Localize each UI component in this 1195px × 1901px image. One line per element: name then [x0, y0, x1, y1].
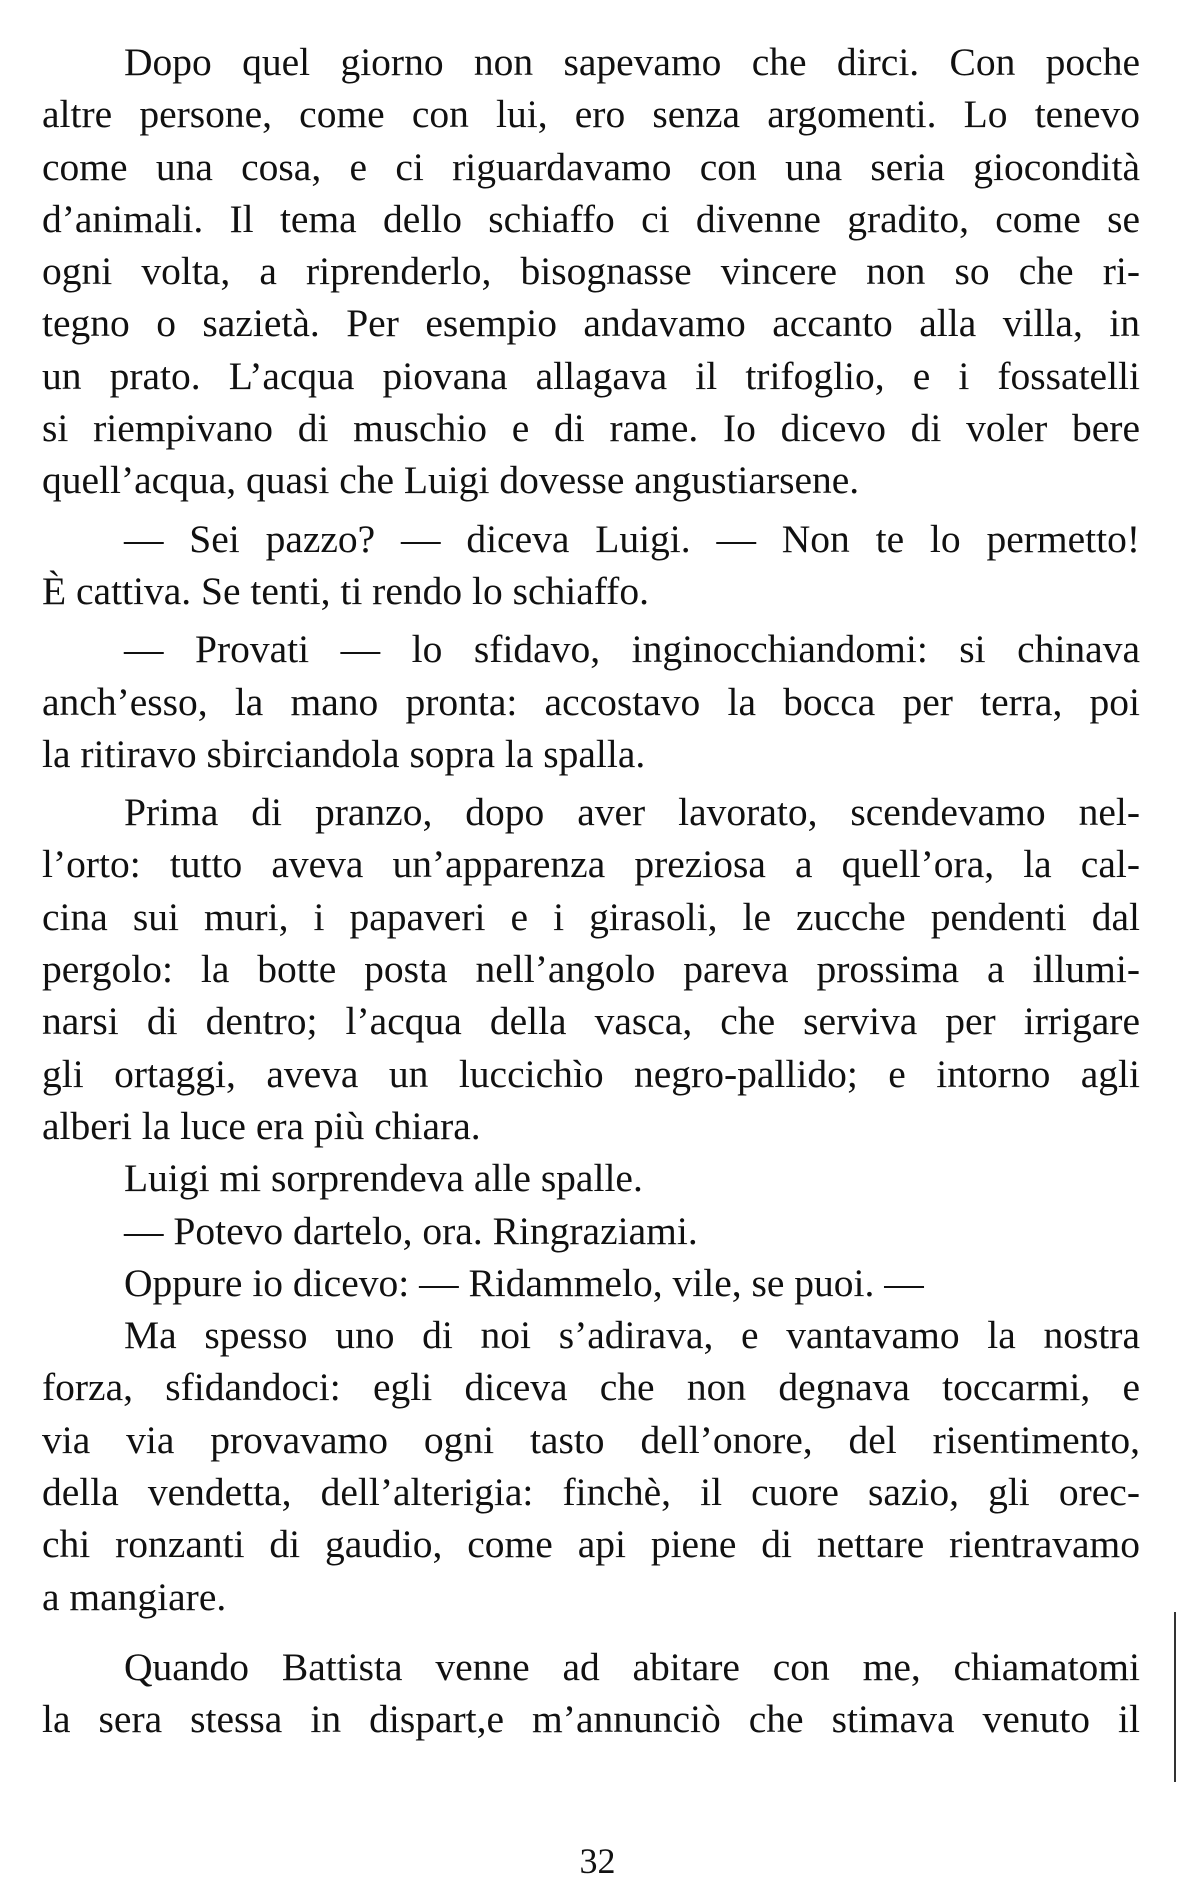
text-line: la ritiravo sbirciandola sopra la spalla.: [42, 731, 646, 776]
text-line: — Sei pazzo? — diceva Luigi. — Non te lo permetto!: [124, 516, 1140, 561]
text-line: Dopo quel giorno non sapevamo che dirci. Con poche: [124, 40, 1140, 84]
text-line: della vendetta, dell’alterigia: finchè, il cuore sazio, gli orec-: [42, 1470, 1140, 1515]
text-line: Quando Battista venne ad abitare con me, chiamatomi: [124, 1644, 1140, 1689]
paragraph-7: [42, 1257, 1140, 1309]
text-line: Oppure io dicevo: — Ridammelo, vile, se puoi. —: [124, 1260, 924, 1305]
text-line: Luigi mi sorprendeva alle spalle.: [124, 1156, 643, 1201]
paragraph-3: [42, 623, 1140, 780]
text-line: alberi la luce era più chiara.: [42, 1103, 481, 1148]
text-line: si riempivano di muschio e di rame. Io dicevo di voler bere: [42, 406, 1140, 451]
text-line: l’orto: tutto aveva un’apparenza preziosa a quell’ora, la cal-: [42, 842, 1140, 887]
paragraph-4: [42, 786, 1140, 1152]
paragraph-5: [42, 1152, 1140, 1204]
paragraph-9: [42, 1641, 1140, 1746]
text-line: È cattiva. Se tenti, ti rendo lo schiaffo.: [42, 568, 649, 613]
text-line: ogni volta, a riprenderlo, bisognasse vincere non so che ri-: [42, 249, 1140, 294]
text-line: a mangiare.: [42, 1574, 227, 1619]
page-number: 32: [579, 1841, 616, 1881]
text-line: cina sui muri, i papaveri e i girasoli, le zucche pendenti dal: [42, 894, 1140, 939]
text-line: come una cosa, e ci riguardavamo con una seria giocondità: [42, 144, 1140, 189]
paragraph-2: [42, 513, 1140, 618]
text-line: anch’esso, la mano pronta: accostavo la bocca per terra, poi: [42, 679, 1140, 724]
text-line: pergolo: la botte posta nell’angolo pareva prossima a illumi-: [42, 947, 1140, 992]
text-line: tegno o sazietà. Per esempio andavamo accanto alla villa, in: [42, 301, 1140, 346]
paragraph-6: [42, 1205, 1140, 1257]
text-line: Prima di pranzo, dopo aver lavorato, scendevamo nel-: [124, 790, 1140, 835]
text-line: gli ortaggi, aveva un luccichìo negro-pallido; e intorno agli: [42, 1051, 1140, 1096]
margin-rule: [1174, 1612, 1176, 1782]
text-line: d’animali. Il tema dello schiaffo ci divenne gradito, come se: [42, 196, 1140, 241]
paragraph-8: [42, 1309, 1140, 1623]
text-line: — Potevo dartelo, ora. Ringraziami.: [124, 1208, 698, 1253]
text-line: chi ronzanti di gaudio, come api piene di nettare rientravamo: [42, 1522, 1140, 1567]
paragraph-1: [42, 36, 1140, 507]
text-line: Ma spesso uno di noi s’adirava, e vantavamo la nostra: [124, 1313, 1140, 1358]
page-body: [42, 36, 1140, 1746]
text-line: quell’acqua, quasi che Luigi dovesse angustiarsene.: [42, 458, 860, 503]
text-line: via via provavamo ogni tasto dell’onore, del risentimento,: [42, 1417, 1140, 1462]
text-line: un prato. L’acqua piovana allagava il trifoglio, e i fossatelli: [42, 353, 1140, 398]
text-line: la sera stessa in dispart,e m’annunciò che stimava venuto il: [42, 1697, 1140, 1742]
text-line: — Provati — lo sfidavo, inginocchiandomi: si chinava: [124, 627, 1140, 672]
text-line: altre persone, come con lui, ero senza argomenti. Lo tenevo: [42, 92, 1140, 137]
text-line: narsi di dentro; l’acqua della vasca, che serviva per irrigare: [42, 999, 1140, 1044]
text-line: forza, sfidandoci: egli diceva che non degnava toccarmi, e: [42, 1365, 1140, 1410]
